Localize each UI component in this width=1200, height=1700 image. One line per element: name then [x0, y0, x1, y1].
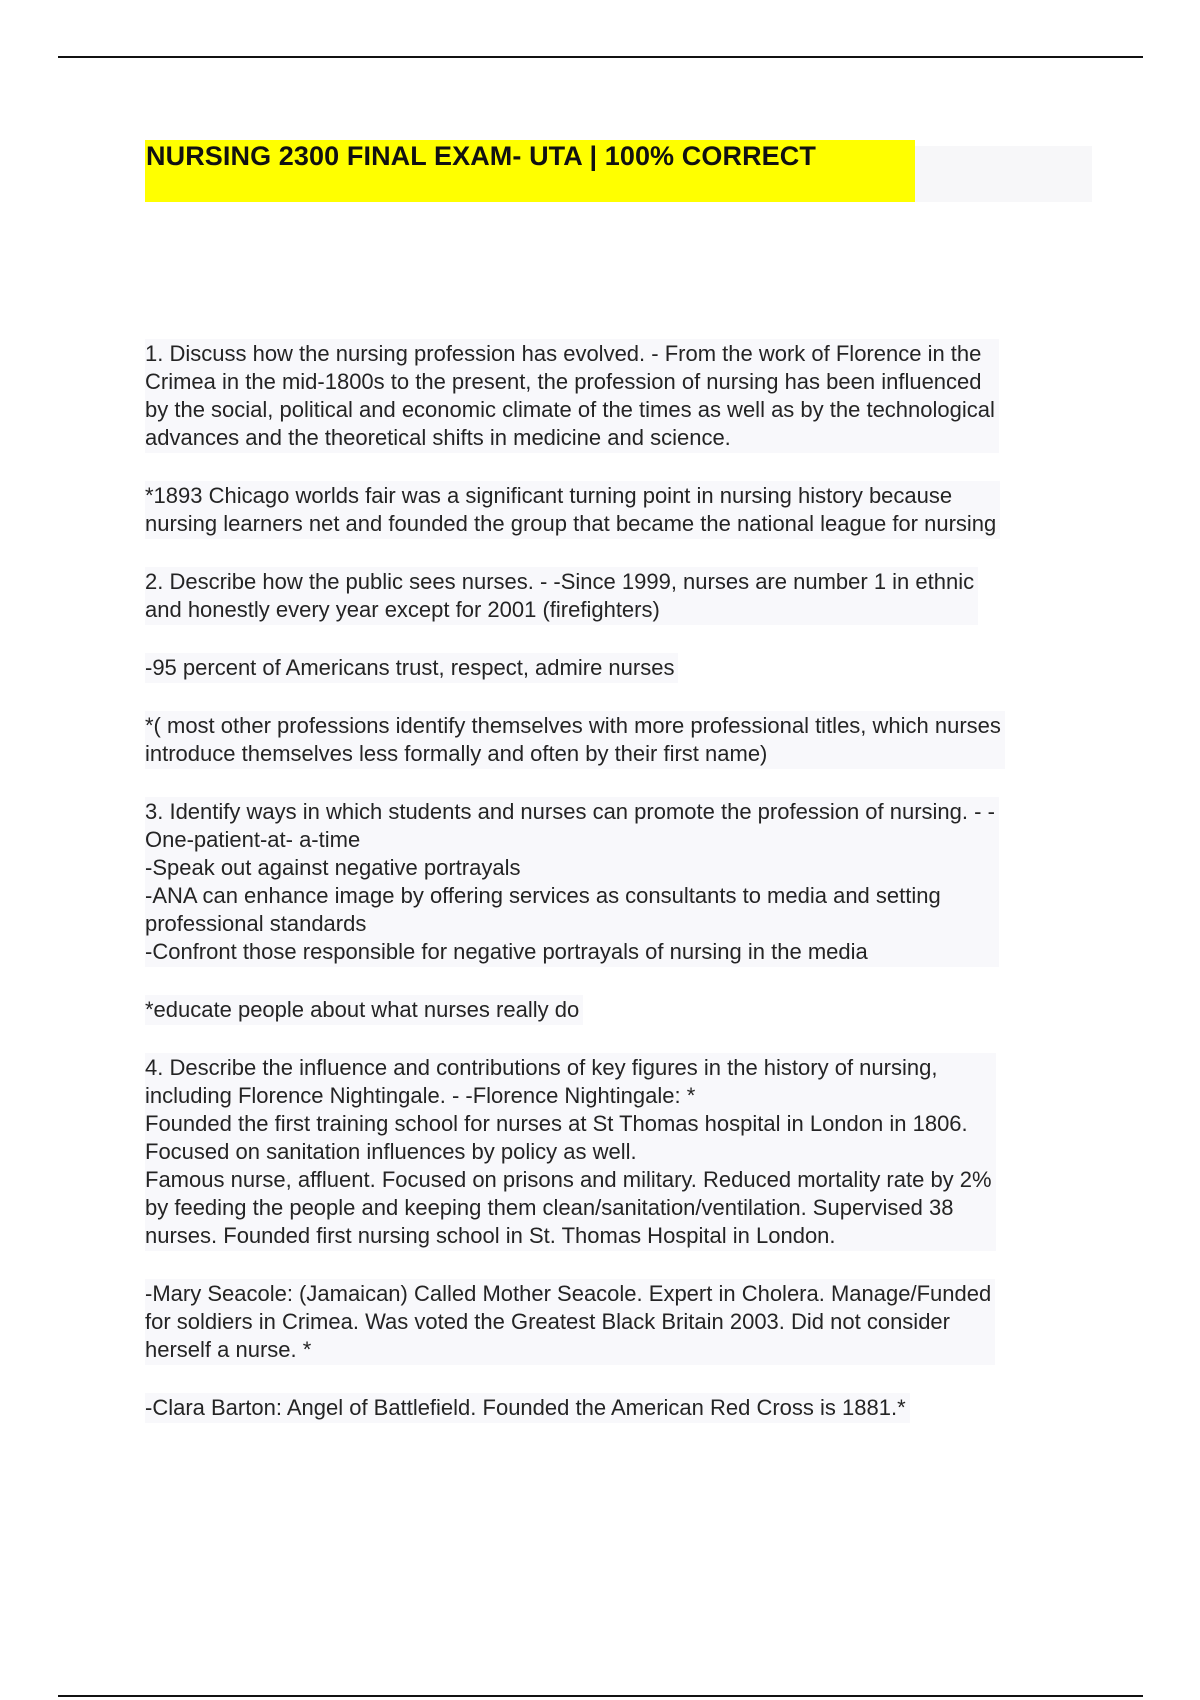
paragraph	[145, 653, 678, 683]
paragraph-line: 3. Identify ways in which students and nurses can promote the profession of nursing. - -	[145, 799, 995, 824]
paragraph-line: including Florence Nightingale. - -Florence Nightingale: *	[145, 1083, 696, 1108]
paragraph-line: One-patient-at- a-time	[145, 827, 361, 852]
paragraph	[145, 1053, 996, 1251]
paragraph	[145, 1393, 910, 1423]
paragraph-line: Founded the first training school for nurses at St Thomas hospital in London in 1806.	[145, 1111, 968, 1136]
paragraph-line: *1893 Chicago worlds fair was a significant turning point in nursing history because	[145, 483, 953, 508]
paragraph-line: -Mary Seacole: (Jamaican) Called Mother Seacole. Expert in Cholera. Manage/Funded	[145, 1281, 992, 1306]
paragraph	[145, 797, 999, 967]
paragraph-line: for soldiers in Crimea. Was voted the Greatest Black Britain 2003. Did not consider	[145, 1309, 950, 1334]
paragraph-line: Famous nurse, affluent. Focused on prisons and military. Reduced mortality rate by 2%	[145, 1167, 992, 1192]
paragraph-line: herself a nurse. *	[145, 1337, 312, 1362]
paragraph	[145, 1279, 995, 1365]
paragraph-line: Focused on sanitation influences by policy as well.	[145, 1139, 637, 1164]
paragraph-line: -Speak out against negative portrayals	[145, 855, 521, 880]
paragraph-line: Crimea in the mid-1800s to the present, the profession of nursing has been influenced	[145, 369, 982, 394]
paragraph-line: by feeding the people and keeping them clean/sanitation/ventilation. Supervised 38	[145, 1195, 954, 1220]
paragraph-line: by the social, political and economic climate of the times as well as by the technological	[145, 397, 995, 422]
paragraph-line: 4. Describe the influence and contributions of key figures in the history of nursing,	[145, 1055, 938, 1080]
document-body	[145, 339, 1100, 1451]
paragraph	[145, 567, 978, 625]
paragraph-line: professional standards	[145, 911, 367, 936]
paragraph	[145, 339, 999, 453]
paragraph-line: 1. Discuss how the nursing profession has evolved. - From the work of Florence in the	[145, 341, 982, 366]
paragraph	[145, 995, 583, 1025]
paragraph-line: 2. Describe how the public sees nurses. - -Since 1999, nurses are number 1 in ethnic	[145, 569, 975, 594]
paragraph-line: nurses. Founded first nursing school in St. Thomas Hospital in London.	[145, 1223, 836, 1248]
paragraph-line: -ANA can enhance image by offering services as consultants to media and setting	[145, 883, 941, 908]
top-rule	[58, 56, 1143, 58]
paragraph-line: -95 percent of Americans trust, respect, admire nurses	[145, 655, 675, 680]
document-title: NURSING 2300 FINAL EXAM- UTA | 100% CORRECT	[146, 141, 816, 171]
bottom-rule	[58, 1695, 1143, 1697]
paragraph-line: -Confront those responsible for negative portrayals of nursing in the media	[145, 939, 868, 964]
paragraph-line: *educate people about what nurses really do	[145, 997, 580, 1022]
paragraph	[145, 711, 1005, 769]
paragraph-line: introduce themselves less formally and often by their first name)	[145, 741, 768, 766]
paragraph	[145, 481, 1000, 539]
paragraph-line: -Clara Barton: Angel of Battlefield. Founded the American Red Cross is 1881.*	[145, 1395, 906, 1420]
paragraph-line: nursing learners net and founded the group that became the national league for nursing	[145, 511, 997, 536]
paragraph-line: *( most other professions identify themselves with more professional titles, which nurses	[145, 713, 1001, 738]
paragraph-line: and honestly every year except for 2001 (firefighters)	[145, 597, 660, 622]
paragraph-line: advances and the theoretical shifts in medicine and science.	[145, 425, 731, 450]
